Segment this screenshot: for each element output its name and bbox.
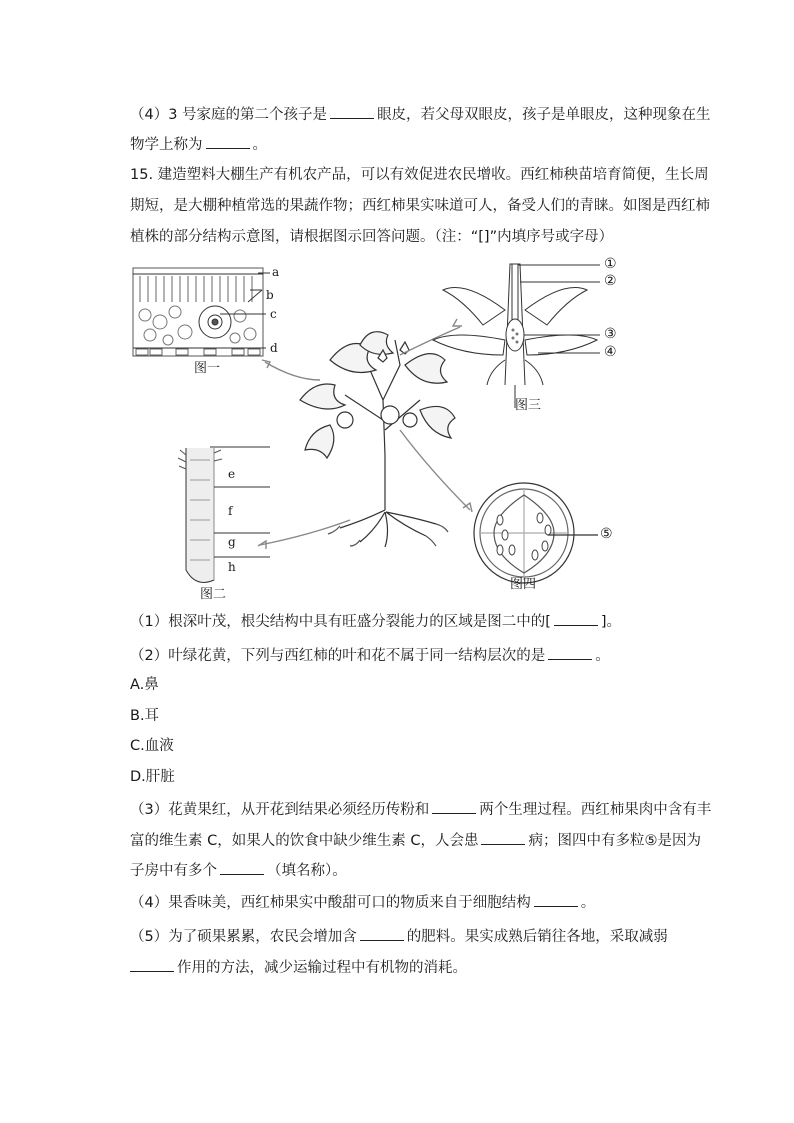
q15-intro-line2: 期短，是大棚种植常选的果蔬作物；西红柿果实味道可人，备受人们的青睐。如图是西红柿 bbox=[130, 198, 710, 214]
fig2-caption: 图二 bbox=[200, 587, 227, 602]
fig1-label-d: d bbox=[270, 341, 278, 355]
answer-blank[interactable] bbox=[330, 104, 374, 119]
fig1-caption: 图一 bbox=[194, 361, 221, 376]
q5-line2: 作用的方法，减少运输过程中有机物的消耗。 bbox=[130, 957, 467, 978]
answer-blank[interactable] bbox=[548, 645, 592, 660]
fig3-label-4: ④ bbox=[604, 344, 617, 360]
tomato-plant bbox=[300, 332, 455, 547]
q4: （4）果香味美，西红柿果实中酸甜可口的物质来自于细胞结构 。 bbox=[130, 892, 595, 913]
figure-area bbox=[0, 250, 794, 600]
fig3-label-2: ② bbox=[604, 273, 617, 289]
fig1-label-b: b bbox=[266, 288, 274, 302]
answer-blank[interactable] bbox=[360, 926, 404, 941]
fig4-caption: 图四 bbox=[510, 577, 537, 592]
fig1-label-a: a bbox=[272, 265, 280, 279]
leaf-cross-section bbox=[133, 268, 270, 356]
fig1-label-c: c bbox=[270, 307, 277, 321]
q1: （1）根深叶茂，根尖结构中具有旺盛分裂能力的区域是图二中的[ ]。 bbox=[130, 611, 621, 632]
q15-intro-line3: 植株的部分结构示意图，请根据图示回答问题。（注：“[]”内填序号或字母） bbox=[130, 229, 614, 245]
fig2-label-f: f bbox=[228, 504, 233, 518]
fig2-label-e: e bbox=[228, 467, 236, 481]
fig3-caption: 图三 bbox=[515, 398, 542, 413]
q15-intro-line1: 15. 建造塑料大棚生产有机农产品，可以有效促进农民增收。西红柿秧苗培育简便，生长周 bbox=[130, 167, 709, 183]
tomato-fruit-section bbox=[474, 483, 598, 583]
option-b[interactable]: B.耳 bbox=[130, 708, 160, 724]
answer-blank[interactable] bbox=[432, 799, 476, 814]
q2: （2）叶绿花黄，下列与西红柿的叶和花不属于同一结构层次的是 。 bbox=[130, 645, 610, 666]
tomato-structure-diagram bbox=[0, 250, 794, 600]
fig3-label-1: ① bbox=[604, 256, 617, 272]
root-tip bbox=[178, 447, 270, 582]
option-c[interactable]: C.血液 bbox=[130, 738, 174, 754]
fig2-label-g: g bbox=[228, 535, 236, 549]
answer-blank[interactable] bbox=[206, 134, 250, 149]
answer-blank[interactable] bbox=[554, 611, 598, 626]
fig3-label-3: ③ bbox=[604, 326, 617, 342]
q14-part4-line2: 物学上称为 。 bbox=[130, 134, 267, 155]
q3-line1: （3）花黄果红，从开花到结果必须经历传粉和 两个生理过程。西红柿果肉中含有丰 bbox=[130, 799, 711, 820]
fig2-label-h: h bbox=[228, 560, 236, 574]
option-a[interactable]: A.鼻 bbox=[130, 677, 159, 693]
fig4-label-5: ⑤ bbox=[600, 526, 613, 542]
answer-blank[interactable] bbox=[130, 957, 174, 972]
answer-blank[interactable] bbox=[220, 860, 264, 875]
flower-longitudinal-section bbox=[433, 264, 600, 408]
q14-part4-line1: （4）3 号家庭的第二个孩子是 眼皮，若父母双眼皮，孩子是单眼皮，这种现象在生 bbox=[130, 104, 711, 125]
option-d[interactable]: D.肝脏 bbox=[130, 769, 175, 785]
answer-blank[interactable] bbox=[481, 830, 525, 845]
q5-line1: （5）为了硕果累累，农民会增加含 的肥料。果实成熟后销往各地，采取减弱 bbox=[130, 926, 668, 947]
answer-blank[interactable] bbox=[534, 892, 578, 907]
q3-line2: 富的维生素 C，如果人的饮食中缺少维生素 C，人会患 病；图四中有多粒⑤是因为 bbox=[130, 830, 701, 851]
q3-line3: 子房中有多个 （填名称）。 bbox=[130, 860, 347, 881]
